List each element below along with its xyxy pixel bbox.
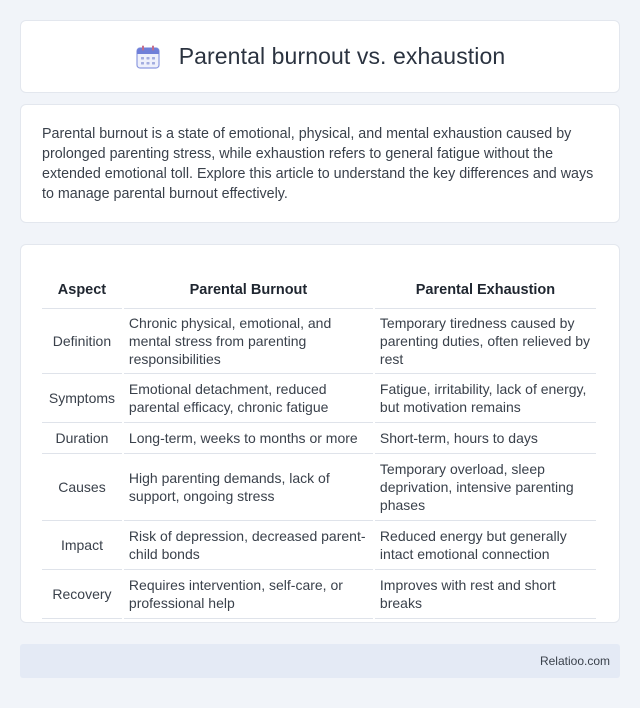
cell-exhaustion: Short-term, hours to days [375, 423, 596, 454]
cell-aspect: Causes [42, 454, 122, 521]
table-row [42, 309, 596, 374]
cell-burnout: Risk of depression, decreased parent-child bonds [124, 521, 373, 570]
comparison-table [40, 265, 598, 619]
table-row [42, 521, 596, 570]
cell-aspect: Duration [42, 423, 122, 454]
table-row [42, 423, 596, 454]
page-title: Parental burnout vs. exhaustion [178, 43, 506, 69]
footer-site-name: Relatioo.com [539, 654, 610, 668]
title-card [20, 20, 620, 93]
column-header-aspect: Aspect [42, 265, 122, 309]
column-header-burnout: Parental Burnout [124, 265, 373, 309]
cell-aspect: Symptoms [42, 374, 122, 423]
cell-exhaustion: Fatigue, irritability, lack of energy, but motivation remains [375, 374, 596, 423]
cell-burnout: High parenting demands, lack of support, ongoing stress [124, 454, 373, 521]
intro-paragraph: Parental burnout is a state of emotional, physical, and mental exhaustion caused by prolonged parenting stress, while exhaustion refers to general fatigue without the extended emotional toll. Explore this article to understand the key differences and ways to manage parental burnout effectively. [42, 126, 594, 202]
cell-exhaustion: Improves with rest and short breaks [375, 570, 596, 619]
cell-burnout: Chronic physical, emotional, and mental stress from parenting responsibilities [124, 309, 373, 374]
cell-exhaustion: Temporary overload, sleep deprivation, intensive parenting phases [375, 454, 596, 521]
cell-exhaustion: Reduced energy but generally intact emotional connection [375, 521, 596, 570]
cell-burnout: Long-term, weeks to months or more [124, 423, 373, 454]
column-header-exhaustion: Parental Exhaustion [375, 265, 596, 309]
title-wrap [135, 43, 506, 70]
cell-exhaustion: Temporary tiredness caused by parenting duties, often relieved by rest [375, 309, 596, 374]
footer-bar [20, 644, 620, 678]
intro-card [20, 104, 620, 223]
cell-aspect: Impact [42, 521, 122, 570]
table-header-row [42, 265, 596, 309]
cell-aspect: Definition [42, 309, 122, 374]
comparison-card [20, 244, 620, 623]
table-row [42, 454, 596, 521]
cell-burnout: Emotional detachment, reduced parental efficacy, chronic fatigue [124, 374, 373, 423]
cell-aspect: Recovery [42, 570, 122, 619]
cell-burnout: Requires intervention, self-care, or professional help [124, 570, 373, 619]
table-row [42, 374, 596, 423]
table-row [42, 570, 596, 619]
calendar-icon [135, 44, 161, 70]
